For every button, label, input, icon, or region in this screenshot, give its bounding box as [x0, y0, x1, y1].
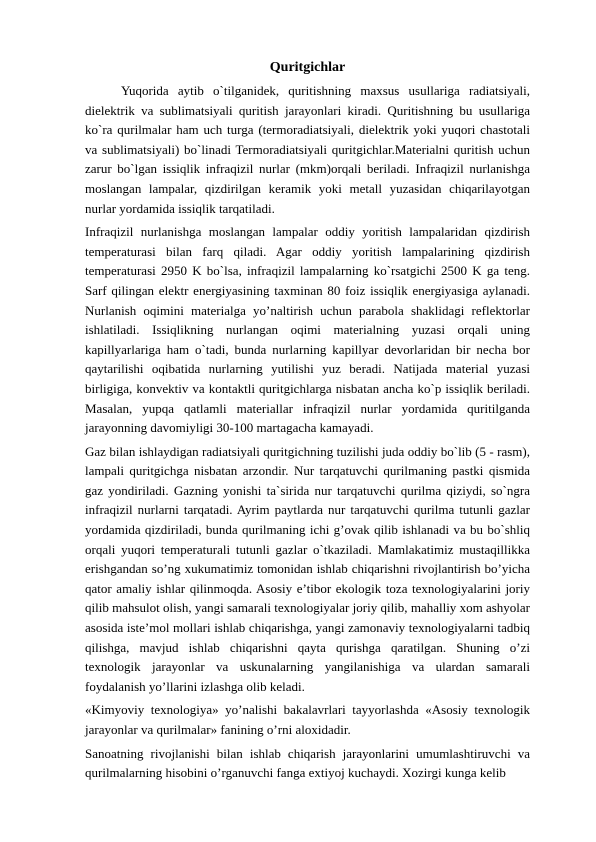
paragraph-5: Sanoatning rivojlanishi bilan ishlab chiqarish jarayonlarini umumlashtiruvchi va qurilmalarning hisobini o’rganuvchi fanga extiyoj kuchaydi. Xozirgi kunga kelib — [85, 745, 530, 781]
paragraph-2: Infraqizil nurlanishga moslangan lampalar oddiy yoritish lampalaridan qizdirish temperaturasi bilan farq qiladi. Agar oddiy yoritish lampalarining qizdirish temperaturasi 2950 K bo`lsa, infraqizil lampalarning ko`rsatgichi 2500 K ga teng. Sarf qilingan elektr energiyasining taxminan 80 foiz issiqlik energiyasiga aylanadi. Nurlanish oqimini materialga yo’naltirish uchun parabola shaklidagi reflektorlar ishlatiladi. Issiqlikning nurlangan oqimi materialning yuzasi orqali uning kapillyarlariga ham o`tadi, bunda nurlarning kapillyar devorlaridan bir necha bor qaytarilishi oqibatida nurlarning yutilishi yuz beradi. Natijada material yuzasi birligiga, konvektiv va kontaktli quritgichlarga nisbatan ancha ko`p issiqlik beriladi. Masalan, yupqa qatlamli materiallar infraqizil nurlar yordamida quritilganda jarayonning davomiyligi 30-100 martagacha kamayadi. — [85, 224, 530, 436]
document-title: Quritgichlar — [269, 60, 346, 75]
paragraph-3: Gaz bilan ishlaydigan radiatsiyali quritgichning tuzilishi juda oddiy bo`lib (5 - rasm), lampali quritgichga nisbatan arzondir. Nur tarqatuvchi qurilmaning pastki qismida gaz yondiriladi. Gazning yonishi ta`sirida nur tarqatuvchi qurilma qiziydi, so`ngra infraqizil nurlarni tarqatadi. Ayrim paytlarda nur tarqatuvchi qurilma tutunli gazlar yordamida qizdiriladi, bunda qurilmaning ichi g’ovak qilib ishlanadi va bu bo`shliq orqali yuqori temperaturali tutunli gazlar o`tkaziladi. Mamlakatimiz mustaqillikka erishgandan so’ng xukumatimiz tomonidan ishlab chiqarishni rivojlantirish bo’yicha qator amaliy ishlar qilinmoqda. Asosiy e’tibor ekologik toza texnologiyalarini joriy qilib mahsulot olish, yangi samarali texnologiyalar joriy qilib, mahalliy xom ashyolar asosida iste’mol mollari ishlab chiqarishga, yangi zamonaviy texnologiyalarni tadbiq qilishga, mavjud ishlab chiqarishni qayta qurishga qaratilgan. Shuning o’zi texnologik jarayonlar va uskunalarning yangilanishiga va ulardan samarali foydalanish yo’llarini izlashga olib keladi. — [85, 443, 530, 694]
document-page — [85, 58, 530, 787]
paragraph-1: Yuqorida aytib o`tilganidek, quritishning maxsus usullariga radiatsiyali, dielektrik va sublimatsiyali quritish jarayonlari kiradi. Quritishning bu usullariga ko`ra qurilmalar ham uch turga (termoradiatsiyali, dielektrik yoki yuqori chastotali va sublimatsiyali) bo`linadi Termoradiatsiyali quritgichlar.Materialni quritish uchun zarur bo`lgan issiqlik infraqizil nurlar (mkm)orqali beriladi. Infraqizil nurlanishga moslangan lampalar, qizdirilgan keramik yoki metall yuzasidan chiqarilayotgan nurlar yordamida issiqlik tarqatiladi. — [85, 83, 530, 216]
paragraph-4: «Kimyoviy texnologiya» yo’nalishi bakalavrlari tayyorlashda «Asosiy texnologik jarayonlar va qurilmalar» fanining o’rni aloxidadir. — [85, 702, 530, 737]
